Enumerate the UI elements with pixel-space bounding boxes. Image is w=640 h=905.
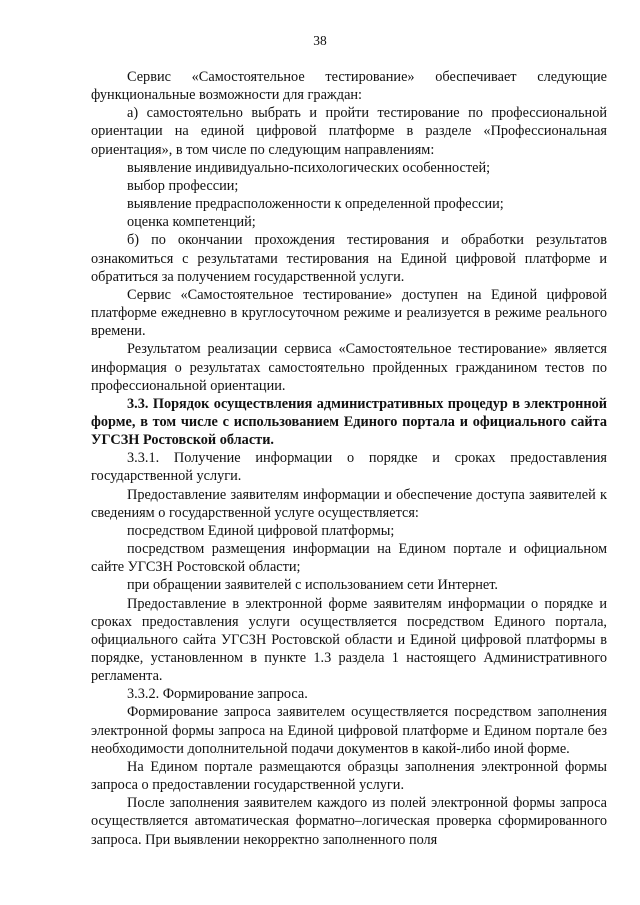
paragraph-item-a: а) самостоятельно выбрать и пройти тестирование по профессиональной ориентации на единой цифровой платформе в разделе «Профессиональная ориентация», в том числе по следующим направлениям:	[91, 105, 607, 158]
paragraph-request-samples: На Едином портале размещаются образцы заполнения электронной формы запроса о предоставлении государственной услуги.	[91, 758, 607, 794]
paragraph-service-result: Результатом реализации сервиса «Самостоятельное тестирование» является информация о результатах самостоятельно пройденных гражданином тестов по профессиональной ориентации.	[91, 341, 607, 394]
section-heading-3-3: 3.3. Порядок осуществления административных процедур в электронной форме, в том числе с использованием Единого портала и официального сайта УГСЗН Ростовской области.	[91, 395, 607, 449]
paragraph-via-portal: посредством размещения информации на Едином портале и официальном сайте УГСЗН Ростовской области;	[91, 541, 607, 576]
paragraph-electronic-info: Предоставление в электронной форме заявителям информации о порядке и сроках предоставления услуги осуществляется посредством Единого портала, официального сайта УГСЗН Ростовской области и Единой цифровой платформы в порядке, установленном в пункте 1.3 раздела 1 настоящего Административного регламента.	[91, 595, 607, 685]
page-number: 38	[313, 33, 327, 48]
paragraph-item-b: б) по окончании прохождения тестирования и обработки результатов ознакомиться с результатами тестирования на Единой цифровой платформе и обратиться за получением государственной услуги.	[91, 232, 607, 285]
paragraph-service-availability: Сервис «Самостоятельное тестирование» доступен на Единой цифровой платформе ежедневно в круглосуточном режиме и реализуется в режиме реального времени.	[91, 286, 607, 340]
subsection-3-3-1: 3.3.1. Получение информации о порядке и сроках предоставления государственной услуги.	[91, 450, 607, 485]
paragraph-request-forming: Формирование запроса заявителем осуществляется посредством заполнения электронной формы запроса на Единой цифровой платформе и Едином портале без необходимости дополнительной подачи документов в какой-либо иной форме.	[91, 704, 607, 757]
paragraph-via-internet: при обращении заявителей с использованием сети Интернет.	[127, 577, 498, 594]
paragraph-via-platform: посредством Единой цифровой платформы;	[127, 522, 395, 539]
document-body	[91, 68, 607, 849]
paragraph-service-intro: Сервис «Самостоятельное тестирование» обеспечивает следующие функциональные возможности для граждан:	[91, 69, 607, 104]
paragraph-direction-competence: оценка компетенций;	[127, 214, 256, 231]
paragraph-request-validation: После заполнения заявителем каждого из полей электронной формы запроса осуществляется автоматическая форматно–логическая проверка сформированного запроса. При выявлении некорректно заполненного поля	[91, 795, 607, 848]
paragraph-direction-psychology: выявление индивидуально-психологических особенностей;	[127, 159, 491, 176]
paragraph-direction-profession: выбор профессии;	[127, 177, 239, 194]
paragraph-info-access: Предоставление заявителям информации и обеспечение доступа заявителей к сведениям о государственной услуге осуществляется:	[91, 486, 607, 521]
subsection-3-3-2: 3.3.2. Формирование запроса.	[127, 686, 308, 703]
paragraph-direction-predisposition: выявление предрасположенности к определенной профессии;	[127, 196, 504, 213]
